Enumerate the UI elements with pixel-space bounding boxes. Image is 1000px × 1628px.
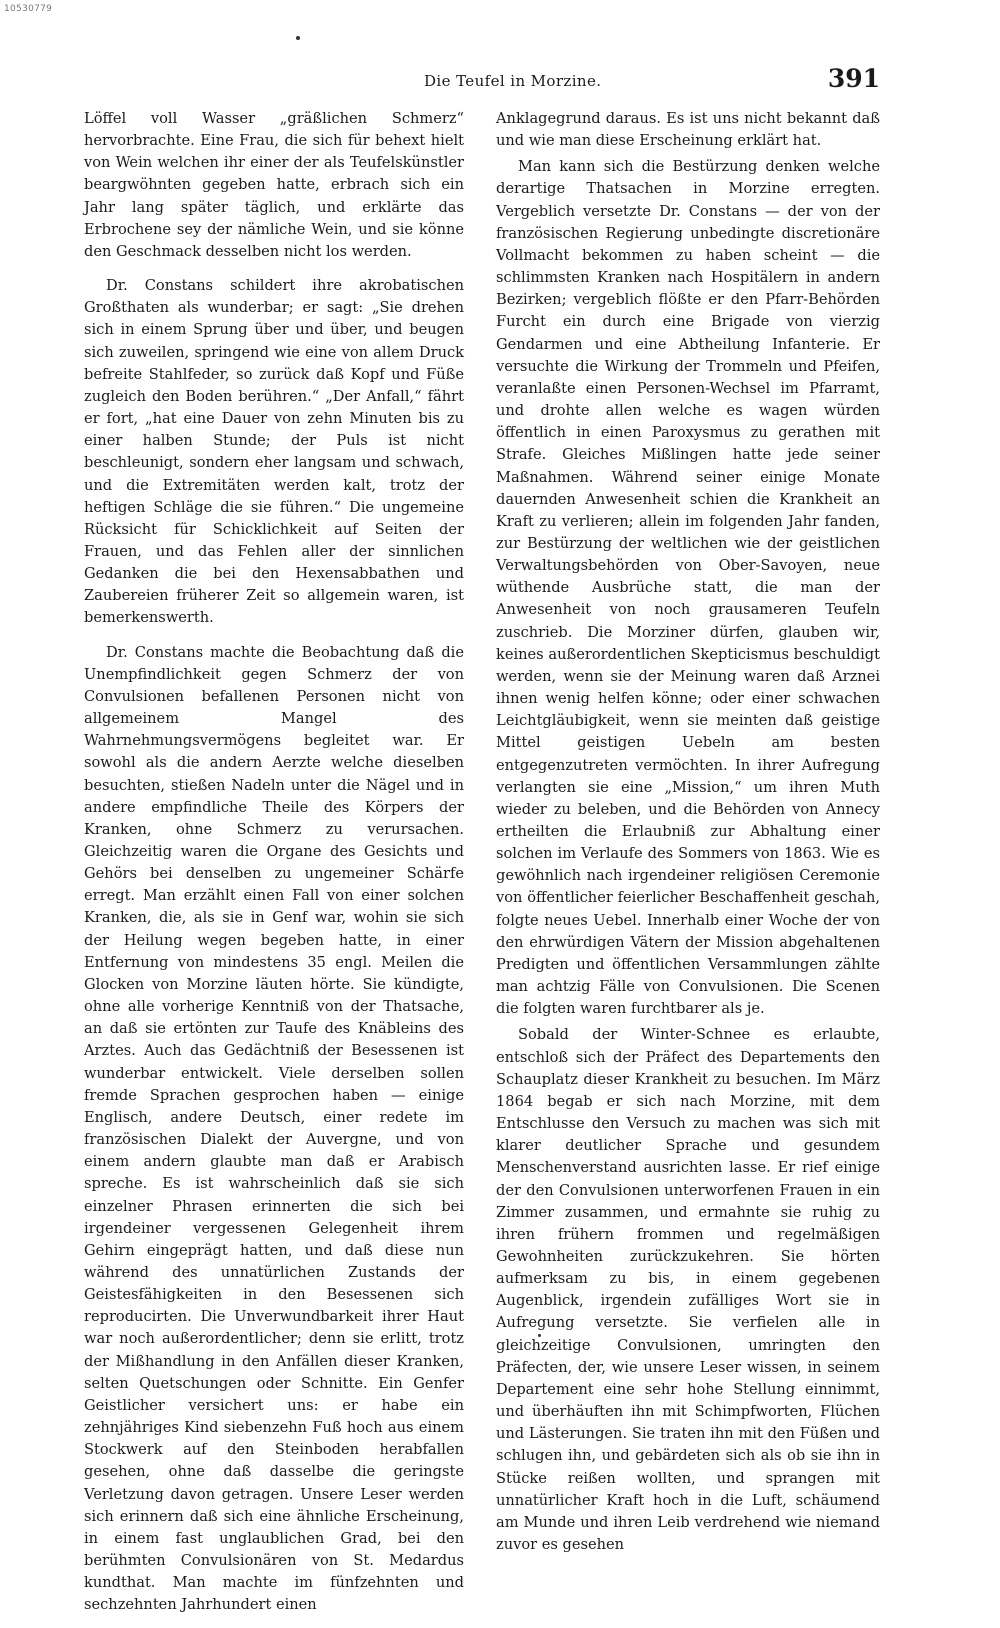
page-header (84, 58, 880, 98)
left-paragraph-2: Dr. Constans schildert ihre akrobatischen Großthaten als wunderbar; er sagt: „Sie drehen sich in einem Sprung über und über, und beugen sich zuweilen, springend wie eine von allem Druck befreite Stahlfeder, so zurück daß Kopf und Füße zugleich den Boden berühren.“ „Der Anfall,“ fährt er fort, „hat eine Dauer von zehn Minuten bis zu einer halben Stunde; der Puls ist nicht beschleunigt, sondern eher langsam und schwach, und die Extremitäten werden kalt, trotz der heftigen Schläge die sie führen.“ Die ungemeine Rücksicht für Schicklichkeit auf Seiten der Frauen, und das Fehlen aller der sinnlichen Gedanken die bei den Hexensabbathen und Zaubereien früherer Zeit so allgemein waren, ist bemerkenswerth. (84, 277, 464, 627)
scan-id: 10530779 (4, 4, 53, 14)
right-paragraph-1: Anklagegrund daraus. Es ist uns nicht bekannt daß und wie man diese Erscheinung erklärt hat. (496, 110, 880, 150)
left-paragraph-3: Dr. Constans machte die Beobachtung daß die Unempfindlichkeit gegen Schmerz der von Convulsionen befallenen Personen nicht von allgemeinem Mangel des Wahrnehmungsvermögens begleitet war. Er sowohl als die andern Aerzte welche dieselben besuchten, stießen Nadeln unter die Nägel und in andere empfindliche Theile des Körpers der Kranken, ohne Schmerz zu verursachen. Gleichzeitig waren die Organe des Gesichts und Gehörs bei denselben zu ungemeiner Schärfe erregt. Man erzählt einen Fall von einer solchen Kranken, die, als sie in Genf war, wohin sie sich der Heilung wegen begeben hatte, in einer Entfernung von mindestens 35 engl. Meilen die Glocken von Morzine läuten hörte. Sie kündigte, ohne alle vorherige Kenntniß von der Thatsache, an daß sie ertönten zur Taufe des Knäbleins des Arztes. Auch das Gedächtniß der Besessenen ist wunderbar entwickelt. Viele derselben sollen fremde Sprachen gesprochen haben — einige Englisch, andere Deutsch, einer redete im französischen Dialekt der Auvergne, und von einem andern glaubte man daß er Arabisch spreche. Es ist wahrscheinlich daß sie sich einzelner Phrasen erinnerten die sich bei irgendeiner vergessenen Gelegenheit ihrem Gehirn eingeprägt hatten, und daß diese nun während des unnatürlichen Zustands der Geistesfähigkeiten in den Besessenen sich reproducirten. Die Unverwundbarkeit ihrer Haut war noch außerordentlicher; denn sie erlitt, trotz der Mißhandlung in den Anfällen dieser Kranken, selten Quetschungen oder Schnitte. Ein Genfer Geistlicher versichert uns: er habe ein zehnjähriges Kind siebenzehn Fuß hoch aus einem Stockwerk auf den Steinboden herabfallen gesehen, ohne daß dasselbe die geringste Verletzung davon getragen. Unsere Leser werden sich erinnern daß sich eine ähnliche Erscheinung, in einem fast unglaublichen Grad, bei den berühmten Convulsionären von St. Medardus kundthat. Man machte im fünfzehnten und sechzehnten Jahrhundert einen (84, 643, 464, 1614)
right-paragraph-3: Sobald der Winter-Schnee es erlaubte, entschloß sich der Präfect des Departements den Schauplatz dieser Krankheit zu besuchen. Im März 1864 begab er sich nach Morzine, mit dem Entschlusse den Versuch zu machen was sich mit klarer deutlicher Sprache und gesundem Menschenverstand ausrichten lasse. Er rief einige der den Convulsionen unterworfenen Frauen in ein Zimmer zusammen, und ermahnte sie ruhig zu ihren frühern frommen und regelmäßigen Gewohnheiten zurückzukehren. Sie hörten aufmerksam zu bis, in einem gegebenen Augenblick, irgendein zufälliges Wort sie in Aufregung versetzte. Sie verfielen alle in gleichzeitige Convulsionen, umringten den Präfecten, der, wie unsere Leser wissen, in seinem Departement eine sehr hohe Stellung einnimmt, und überhäuften ihn mit Schimpfworten, Flüchen und Lästerungen. Sie traten ihn mit den Füßen und schlugen ihn, und gebärdeten sich als ob sie ihn in Stücke reißen wollten, und sprangen mit unnatürlicher Kraft hoch in die Luft, schäumend am Munde und ihren Leib verdrehend wie niemand zuvor es gesehen (496, 1026, 880, 1553)
right-paragraph-2: Man kann sich die Bestürzung denken welche derartige Thatsachen in Morzine erregten. Vergeblich versetzte Dr. Constans — der von der französischen Regierung unbedingte discretionäre Vollmacht bekommen zu haben scheint — die schlimmsten Kranken nach Hospitälern in andern Bezirken; vergeblich flößte er den Pfarr-Behörden Furcht ein durch eine Brigade von vierzig Gendarmen und eine Abtheilung Infanterie. Er versuchte die Wirkung der Trommeln und Pfeifen, veranlaßte einen Personen-Wechsel im Pfarramt, und drohte allen welche es wagen würden öffentlich in einen Paroxysmus zu gerathen mit Strafe. Gleiches Mißlingen hatte jede seiner Maßnahmen. Während seiner einige Monate dauernden Anwesenheit schien die Krankheit an Kraft zu verlieren; allein im folgenden Jahr fanden, zur Bestürzung der weltlichen wie der geistlichen Verwaltungsbehörden von Ober-Savoyen, neue wüthende Ausbrüche statt, die man der Anwesenheit von noch grausameren Teufeln zuschrieb. Die Morziner dürfen, glauben wir, keines außerordentlichen Skepticismus beschuldigt werden, wenn sie der Meinung waren daß Arznei ihnen wenig helfen könne; oder einer schwachen Leichtgläubigkeit, wenn sie meinten daß geistige Mittel geistigen Uebeln am besten entgegenzutreten vermöchten. In ihrer Aufregung verlangten sie eine „Mission,“ um ihren Muth wieder zu beleben, und die Behörden von Annecy ertheilten die Erlaubniß zur Abhaltung einer solchen im Verlaufe des Sommers von 1863. Wie es gewöhnlich nach irgendeiner religiösen Ceremonie von öffentlicher feierlicher Beschaffenheit geschah, folgte neues Uebel. Innerhalb einer Woche der von den ehrwürdigen Vätern der Mission abgehaltenen Predigten und öffentlichen Versammlungen zählte man achtzig Fälle von Convulsionen. Die Scenen die folgten waren furchtbarer als je. (496, 158, 880, 1018)
left-paragraph-1: Löffel voll Wasser „gräßlichen Schmerz“ hervorbrachte. Eine Frau, die sich für behext hielt von Wein welchen ihr einer der als Teufelskünstler beargwöhnten gegeben hatte, erbrach sich ein Jahr lang später täglich, und erklärte das Erbrochene sey der nämliche Wein, und sie könne den Geschmack desselben nicht los werden. (84, 110, 464, 260)
running-title: Die Teufel in Morzine. (424, 72, 602, 90)
ink-dot-top (296, 36, 300, 40)
right-column (496, 108, 880, 1568)
left-column (84, 108, 464, 1628)
page-number: 391 (827, 64, 880, 93)
